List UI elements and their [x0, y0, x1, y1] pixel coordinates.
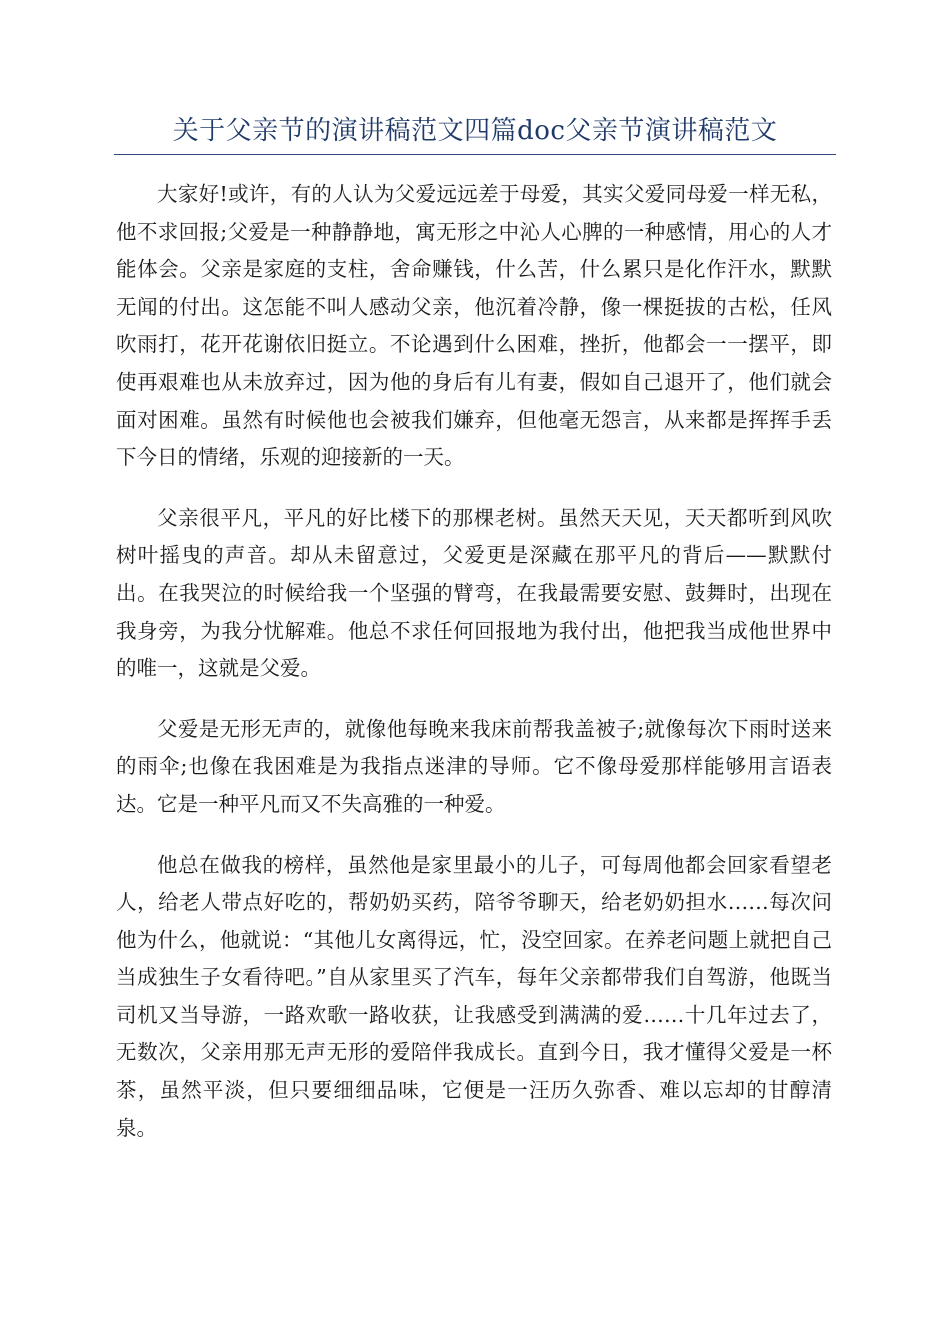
paragraph-1: 大家好!或许，有的人认为父爱远远差于母爱，其实父爱同母爱一样无私，他不求回报;父爱是一种静静地，寓无形之中沁人心脾的一种感情，用心的人才能体会。父亲是家庭的支柱，舍命赚钱，什么苦，什么累只是化作汗水，默默无闻的付出。这怎能不叫人感动父亲，他沉着冷静，像一棵挺拔的古松，任风吹雨打，花开花谢依旧挺立。不论遇到什么困难，挫折，他都会一一摆平，即使再艰难也从未放弃过，因为他的身后有儿有妻，假如自己退开了，他们就会面对困难。虽然有时候他也会被我们嫌弃，但他毫无怨言，从来都是挥挥手丢下今日的情绪，乐观的迎接新的一天。: [116, 182, 832, 470]
paragraph-4: 他总在做我的榜样，虽然他是家里最小的儿子，可每周他都会回家看望老人，给老人带点好吃的，帮奶奶买药，陪爷爷聊天，给老奶奶担水……每次问他为什么，他就说：“其他儿女离得远，忙，没空回家。在养老问题上就把自己当成独生子女看待吧。”自从家里买了汽车，每年父亲都带我们自驾游，他既当司机又当导游，一路欢歌一路收获，让我感受到满满的爱……十几年过去了，无数次，父亲用那无声无形的爱陪伴我成长。直到今日，我才懂得父爱是一杯茶，虽然平淡，但只要细细品味，它便是一汪历久弥香、难以忘却的甘醇清泉。: [116, 852, 832, 1140]
title-header: [114, 112, 836, 155]
paragraph-2: 父亲很平凡，平凡的好比楼下的那棵老树。虽然天天见，天天都听到风吹树叶摇曳的声音。却从未留意过，父爱更是深藏在那平凡的背后——默默付出。在我哭泣的时候给我一个坚强的臂弯，在我最需要安慰、鼓舞时，出现在我身旁，为我分忧解难。他总不求任何回报地为我付出，他把我当成他世界中的唯一，这就是父爱。: [116, 505, 832, 681]
paragraph-3: 父爱是无形无声的，就像他每晚来我床前帮我盖被子;就像每次下雨时送来的雨伞;也像在我困难是为我指点迷津的导师。它不像母爱那样能够用言语表达。它是一种平凡而又不失高雅的一种爱。: [116, 716, 832, 816]
document-body: [116, 176, 832, 1170]
page-title: 关于父亲节的演讲稿范文四篇doc父亲节演讲稿范文: [172, 116, 778, 146]
